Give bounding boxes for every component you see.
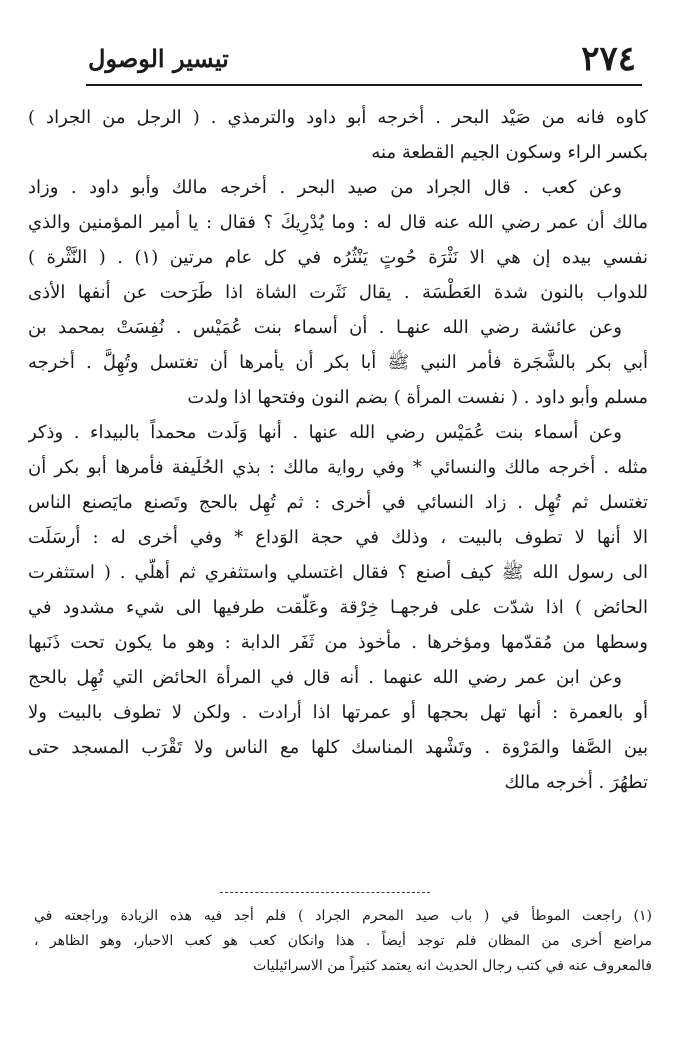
footnote-separator bbox=[220, 892, 430, 893]
running-title: تيسير الوصول bbox=[88, 44, 229, 73]
footnote-line: فالمعروف عنه في كتب رجال الحديث انه يعتمد كثيراً من الاسرائيليات bbox=[253, 958, 652, 974]
footnote-line: (١) راجعت الموطأ في ( باب صيد المحرم الجراد ) فلم أجد فيه هذه الزيادة وراجعته في bbox=[34, 908, 652, 924]
text-line: الى رسول الله ﷺ كيف أصنع ؟ فقال اغتسلي واستثفري ثم أهلّي . ( استثفرت bbox=[28, 562, 648, 583]
footnote-line: مراضع أخرى من المظان فلم توجد أيضاً . هذا وانكان كعب هو كعب الاحبار، وهو الظاهر ، bbox=[34, 933, 652, 949]
text-line: مسلم وأبو داود . ( نفست المرأة ) بضم النون وفتحها اذا ولدت bbox=[187, 387, 648, 408]
text-line: وعن كعب . قال الجراد من صيد البحر . أخرجه مالك وأبو داود . وزاد bbox=[28, 177, 622, 198]
text-line: الحائض ) اذا شدّت على فرجهـا خِرْقة وعَلّقت طرفيها الى شيء مشدود في bbox=[28, 597, 648, 618]
text-line: بين الصَّفا والمَرْوة . وتَشْهد المناسك كلها مع الناس ولا تَقْرَب المسجد حتى bbox=[28, 737, 648, 758]
text-line: وعن ابن عمر رضي الله عنهما . أنه قال في المرأة الحائض التي تُهِل بالحج bbox=[28, 667, 622, 688]
text-line: أبي بكر بالشَّجَرة فأمر النبي ﷺ أبا بكر أن يأمرها أن تغتسل وتُهِلَّ . أخرجه bbox=[28, 352, 648, 373]
text-line: نفسي بيده إن هي الا نَثْرَة حُوتٍ يَنْثُرُه في كل عام مرتين (١) . ( النَّثْرة ) bbox=[28, 247, 648, 268]
text-line: للدواب بالنون شدة العَطْسَة . يقال نَثَرت الشاة اذا طَرَحت عن أنفها الأذى bbox=[28, 282, 648, 303]
text-line: أو بالعمرة : أنها تهل بحجها أو عمرتها اذا أرادت . ولكن لا تطوف بالبيت ولا bbox=[28, 702, 648, 723]
text-line: مالك أن عمر رضي الله عنه قال له : وما يُدْرِيكَ ؟ فقال : يا أمير المؤمنين والذي bbox=[28, 212, 648, 233]
page-header bbox=[88, 36, 636, 82]
text-line: تطهُرَ . أخرجه مالك bbox=[504, 772, 648, 793]
main-text bbox=[28, 100, 648, 882]
page-number: ٢٧٤ bbox=[581, 39, 636, 79]
text-line: وعن أسماء بنت عُمَيْس رضي الله عنها . أنها وَلَدت محمداً بالبيداء . وذكر bbox=[28, 422, 622, 443]
text-line: وسطها من مُقدّمها ومؤخرها . مأخوذ من ثَفَر الدابة : وهو ما يكون تحت ذَنَبها bbox=[28, 632, 648, 653]
text-line: كاوه فانه من صَيْد البحر . أخرجه أبو داود والترمذي . ( الرجل من الجراد ) bbox=[28, 107, 648, 128]
text-line: وعن عائشة رضي الله عنهـا . أن أسماء بنت عُمَيْس . نُفِسَتْ بمحمد بن bbox=[28, 317, 622, 338]
text-line: الا أنها لا تطوف بالبيت ، وذلك في حجة الوَداع * وفي أخرى له : أرسَلَت bbox=[28, 527, 648, 548]
footnotes bbox=[34, 904, 652, 979]
text-line: تغتسل ثم تُهِل . زاد النسائي في أخرى : ثم تُهِل بالحج وتَصنع مايَصنع الناس bbox=[28, 492, 648, 513]
header-rule bbox=[86, 84, 642, 86]
text-line: مثله . أخرجه مالك والنسائي * وفي رواية مالك : بذي الحُلَيفة فأمرها أبو بكر أن bbox=[28, 457, 648, 478]
text-line: بكسر الراء وسكون الجيم القطعة منه bbox=[371, 142, 648, 163]
